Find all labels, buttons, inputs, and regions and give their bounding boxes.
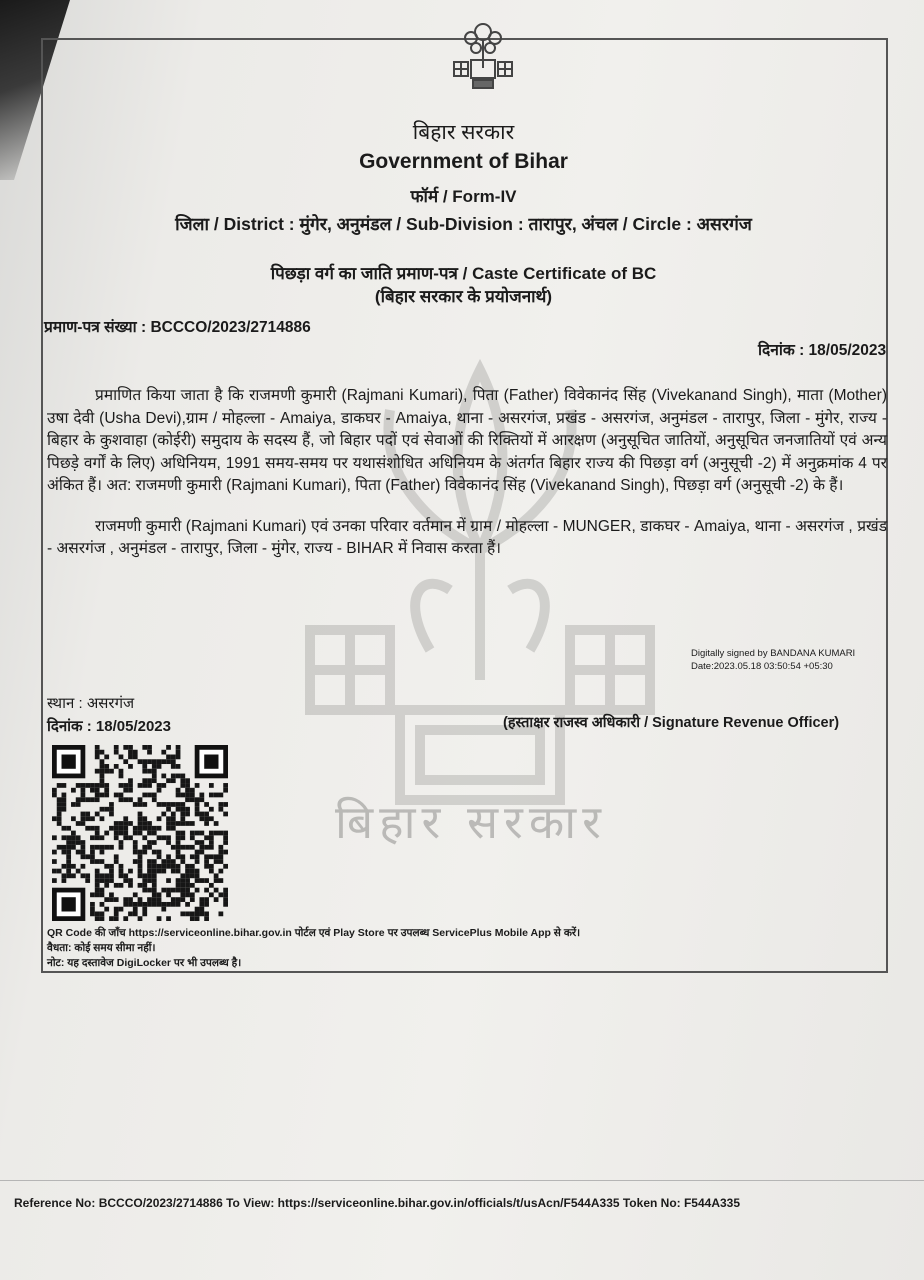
place-label: स्थान : असरगंज bbox=[47, 695, 135, 712]
validity-note: वैधता: कोई समय सीमा नहीं। bbox=[47, 942, 156, 954]
body-paragraph-1: प्रमाणित किया जाता है कि राजमणी कुमारी (Rajmani Kumari), पिता (Father) विवेकानंद सिंह (Vivekanand Singh), माता (Mother) उषा देवी (Usha Devi),ग्राम / मोहल्ला - Amaiya, डाकघर - Amaiya, थाना - असरगंज, प्रखंड - असरगंज, अनुमंडल - तारापुर, जिला - मुंगेर, राज्य - बिहार के कुशवाहा (कोईरी) समुदाय के सदस्य हैं, जो बिहार पदों एवं सेवाओं की रिक्तियों में आरक्षण (अनुसूचित जातियों, अनुसूचित जनजातियों एवं अन्य पिछड़े वर्गों के लिए) अधिनियम, 1991 समय-समय पर यथासंशोधित अधिनियम के अंतर्गत बिहार राज्य की पिछड़ा वर्ग (अनुसूची -2) में अनुक्रमांक 4 पर अंकित हैं। अत: राजमणी कुमारी (Rajmani Kumari), पिता (Father) विवेकानंद सिंह (Vivekanand Singh), पिछड़ा वर्ग (अनुसूची -2) के हैं। bbox=[47, 387, 887, 494]
qr-verification-note: QR Code की जाँच https://serviceonline.bihar.gov.in पोर्टल एवं Play Store पर उपलब्ध ServicePlus Mobile App से करें। bbox=[47, 927, 581, 939]
english-title: Government of Bihar bbox=[359, 150, 568, 173]
form-label: फॉर्म / Form-IV bbox=[410, 187, 517, 206]
digilocker-note: नोट: यह दस्तावेज DigiLocker पर भी उपलब्ध है। bbox=[47, 957, 242, 969]
signature-officer: (हस्ताक्षर राजस्व अधिकारी / Signature Revenue Officer) bbox=[503, 715, 840, 731]
certificate-type: पिछड़ा वर्ग का जाति प्रमाण-पत्र / Caste Certificate of BC bbox=[270, 264, 657, 283]
certificate-number: प्रमाण-पत्र संख्या : BCCCO/2023/2714886 bbox=[44, 319, 311, 336]
bihar-emblem-logo bbox=[446, 18, 520, 92]
issue-date: दिनांक : 18/05/2023 bbox=[758, 342, 887, 359]
signature-date: दिनांक : 18/05/2023 bbox=[47, 718, 171, 735]
digital-signature-date: Date:2023.05.18 03:50:54 +05:30 bbox=[691, 661, 833, 672]
purpose-line: (बिहार सरकार के प्रयोजनार्थ) bbox=[374, 287, 553, 306]
body-paragraph-2: राजमणी कुमारी (Rajmani Kumari) एवं उनका परिवार वर्तमान में ग्राम / मोहल्ला - MUNGER, डाकघर - Amaiya, थाना - असरगंज , प्रखंड - असरगंज , अनुमंडल - तारापुर, जिला - मुंगेर, राज्य - BIHAR में निवास करता हैं। bbox=[47, 517, 887, 557]
footer-divider bbox=[0, 1180, 924, 1181]
hindi-title: बिहार सरकार bbox=[412, 121, 515, 144]
certificate-body bbox=[47, 385, 887, 561]
qr-code[interactable] bbox=[52, 745, 228, 921]
digital-signature-name: Digitally signed by BANDANA KUMARI bbox=[691, 648, 856, 659]
watermark-text: बिहार सरकार bbox=[335, 795, 607, 849]
footer-reference: Reference No: BCCCO/2023/2714886 To View: https://serviceonline.bihar.gov.in/officials/t/usAcn/F544A335 Token No: F544A335 bbox=[14, 1196, 741, 1210]
district-line: जिला / District : मुंगेर, अनुमंडल / Sub-Division : तारापुर, अंचल / Circle : असरगंज bbox=[175, 214, 752, 234]
